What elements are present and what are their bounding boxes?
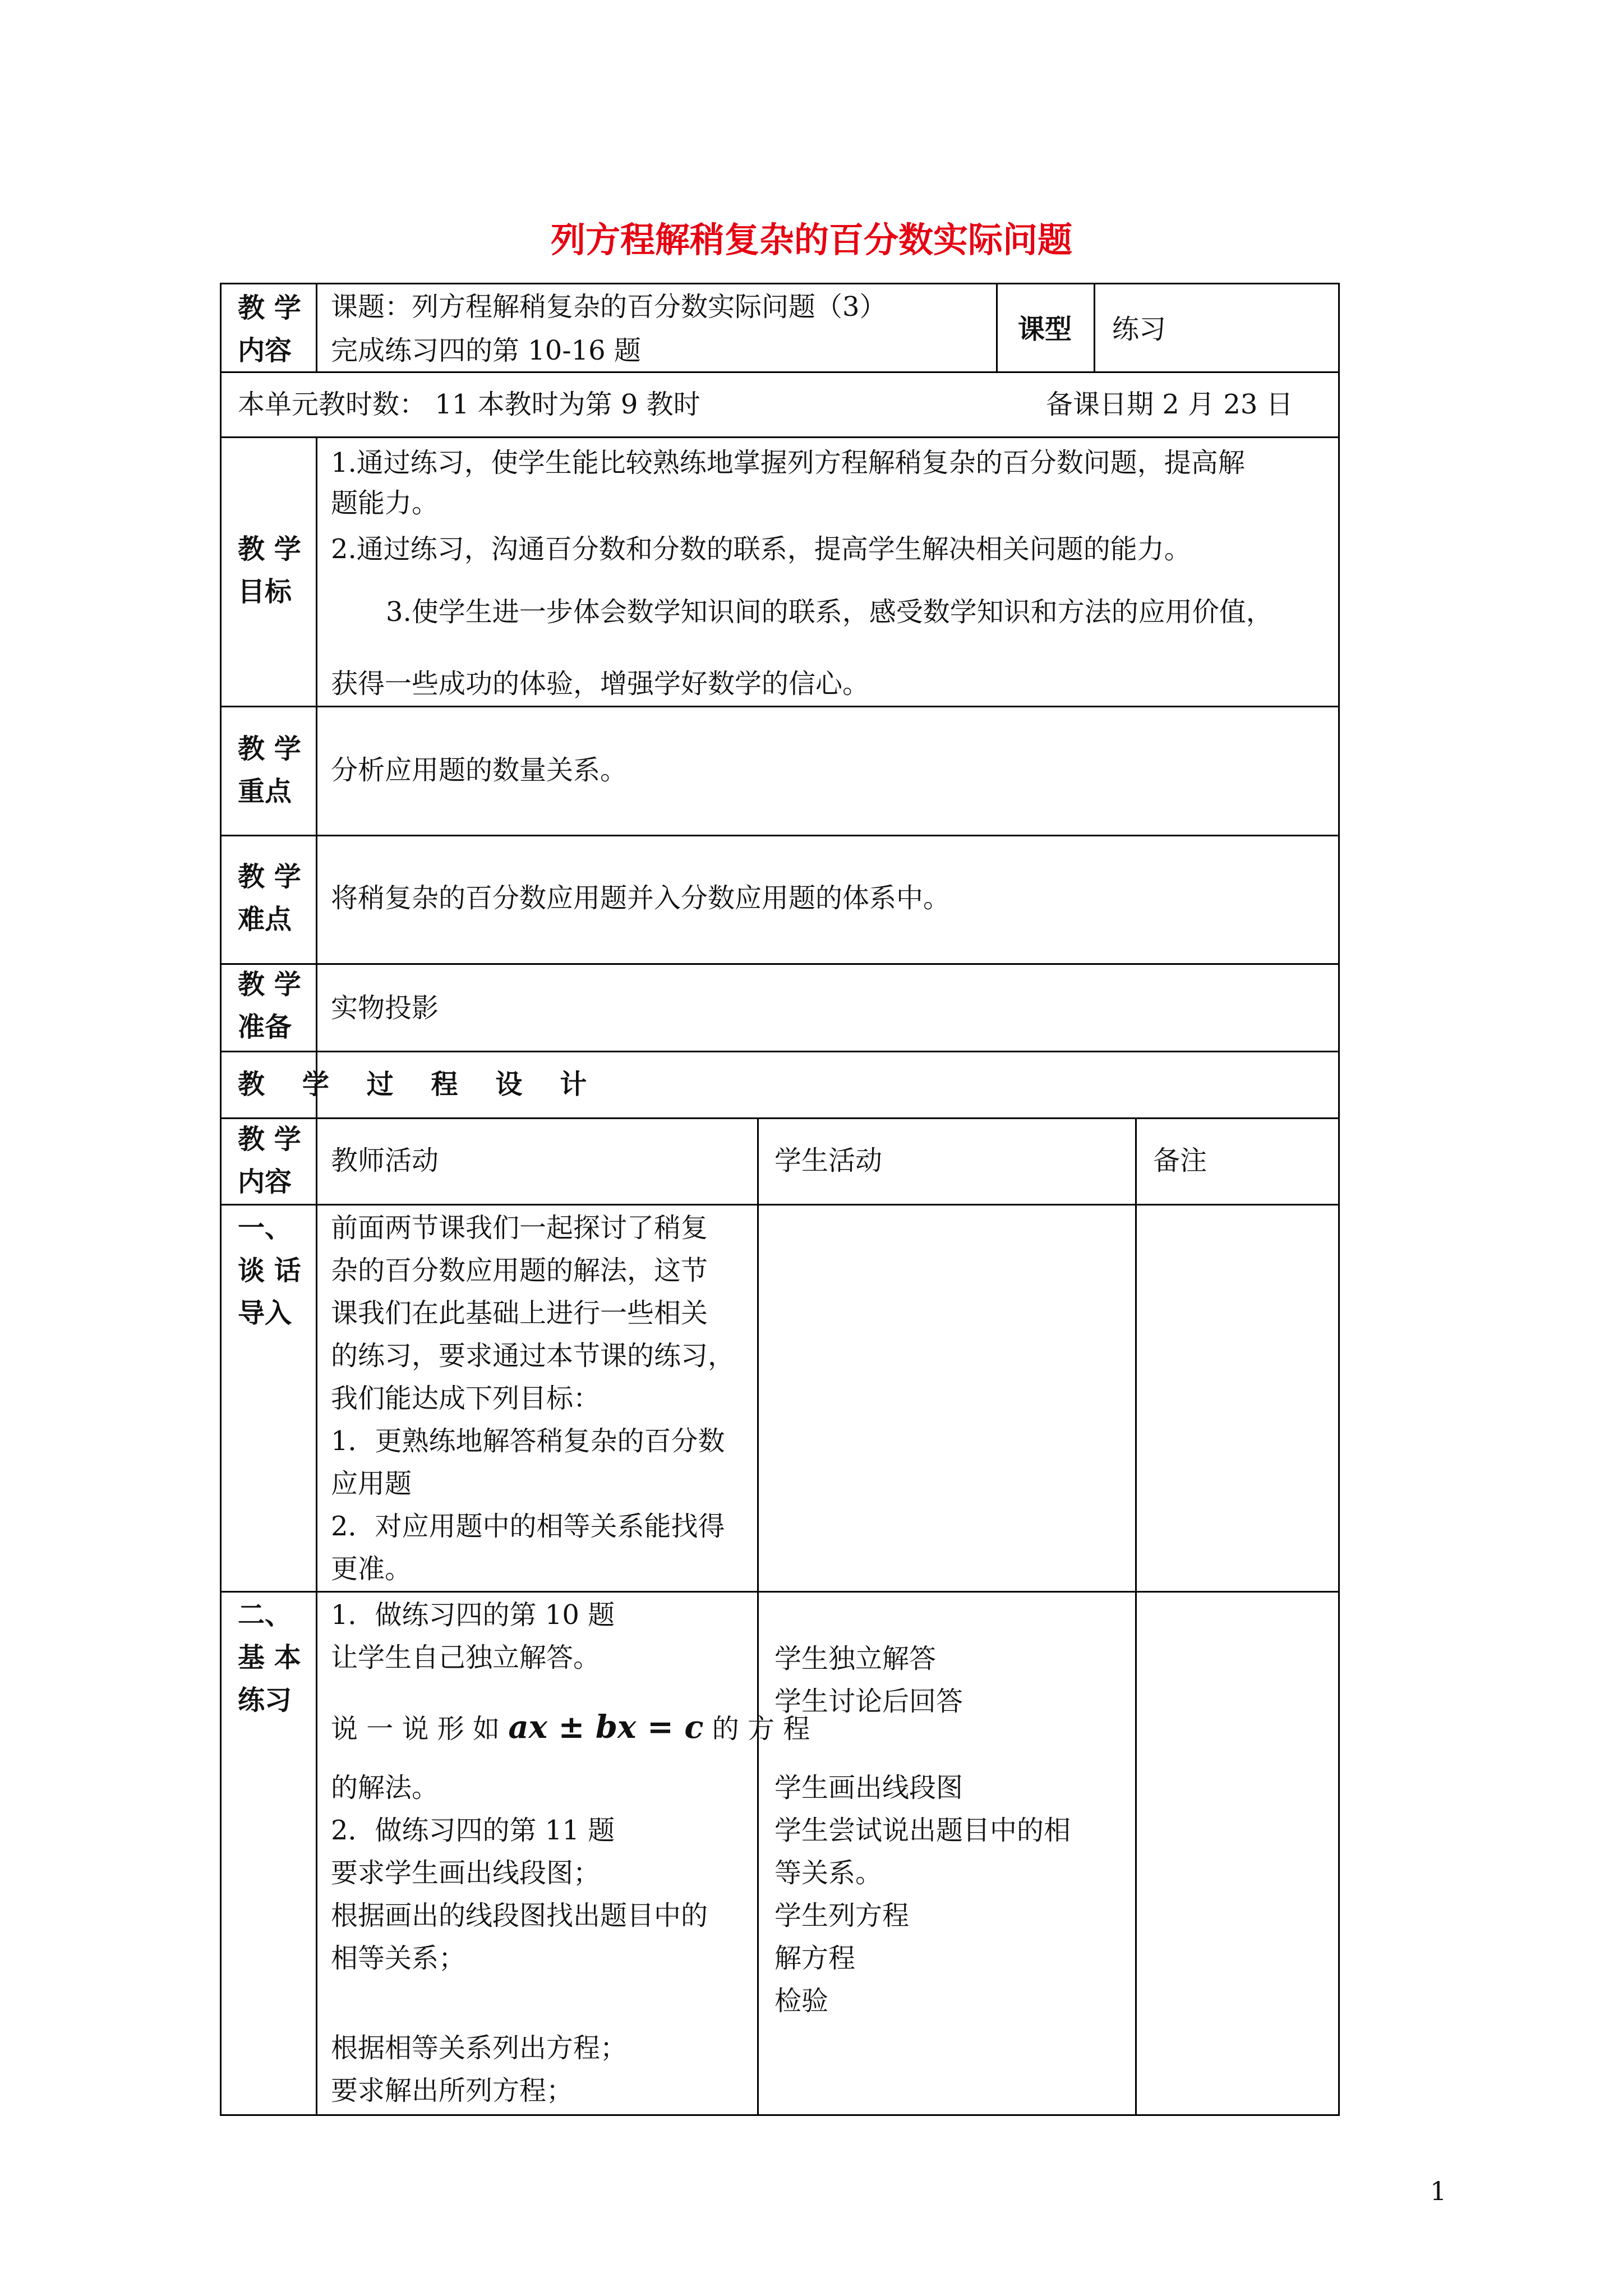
intro-line: 杂的百分数应用题的解法，这节	[331, 1255, 708, 1286]
intro-line: 我们能达成下列目标：	[331, 1383, 601, 1414]
basic-teacher-line: 2．做练习四的第 11 题	[331, 1815, 615, 1846]
basic-student-line: 学生独立解答	[774, 1643, 937, 1674]
label-prep-1: 教 学	[238, 969, 301, 1000]
label-intro-2: 谈 话	[238, 1255, 301, 1286]
col-divider	[1135, 1117, 1137, 2116]
label-prep-2: 准备	[238, 1011, 292, 1043]
label-content-2: 内容	[238, 335, 292, 366]
col-header-teacher: 教师活动	[331, 1145, 439, 1176]
unit-hours: 本单元教时数： 11 本教时为第 9 教时	[238, 389, 700, 420]
objective-2: 2.通过练习，沟通百分数和分数的联系，提高学生解决相关问题的能力。	[331, 533, 1191, 565]
basic-teacher-line: 让学生自己独立解答。	[331, 1642, 601, 1673]
col-divider	[316, 436, 317, 1117]
row-divider	[220, 1117, 1340, 1119]
intro-line: 前面两节课我们一起探讨了稍复	[331, 1212, 708, 1244]
col-divider	[757, 1117, 759, 2116]
basic-teacher-line: 根据画出的线段图找出题目中的	[331, 1900, 708, 1931]
equation-suffix: 的 方 程	[712, 1713, 810, 1745]
row-divider	[220, 1204, 1340, 1205]
basic-teacher-line: 要求解出所列方程；	[331, 2075, 574, 2106]
row-divider	[220, 963, 1340, 965]
label-intro-3: 导入	[238, 1297, 292, 1329]
page-number: 1	[1430, 2176, 1447, 2206]
row-divider	[220, 436, 1340, 438]
prep-date: 备课日期 2 月 23 日	[1046, 389, 1293, 420]
row-divider	[220, 835, 1340, 836]
key-point: 分析应用题的数量关系。	[331, 754, 628, 786]
objective-1b: 题能力。	[331, 487, 439, 519]
intro-line: 应用题	[331, 1468, 412, 1499]
page-title: 列方程解稍复杂的百分数实际问题	[550, 219, 1072, 260]
objective-3b: 获得一些成功的体验，增强学好数学的信心。	[331, 668, 870, 700]
preparation-text: 实物投影	[331, 992, 439, 1024]
label-objectives-1: 教 学	[238, 533, 301, 565]
basic-teacher-line: 相等关系；	[331, 1943, 466, 1974]
equation-line	[331, 1705, 810, 1751]
lesson-type-value: 练习	[1112, 314, 1166, 345]
task-line: 完成练习四的第 10-16 题	[331, 335, 641, 366]
col-divider	[996, 283, 998, 371]
basic-student-line: 学生讨论后回答	[774, 1686, 963, 1717]
basic-student-line: 学生画出线段图	[774, 1772, 963, 1803]
basic-student-line: 检验	[774, 1985, 829, 2017]
label-basic-2: 基 本	[238, 1642, 301, 1673]
col-divider	[1094, 283, 1095, 371]
difficulty-text: 将稍复杂的百分数应用题并入分数应用题的体系中。	[331, 882, 951, 914]
basic-student-line: 解方程	[774, 1943, 856, 1974]
intro-line: 1．更熟练地解答稍复杂的百分数	[331, 1425, 725, 1457]
basic-teacher-line: 的解法。	[331, 1772, 439, 1803]
intro-line: 更准。	[331, 1553, 412, 1585]
basic-teacher-line: 1．做练习四的第 10 题	[331, 1599, 615, 1631]
process-title: 教 学 过 程 设 计	[238, 1069, 587, 1100]
label-key-2: 重点	[238, 776, 292, 807]
basic-teacher-line: 根据相等关系列出方程；	[331, 2032, 628, 2064]
label-basic-1: 二、	[238, 1599, 292, 1631]
objective-3a: 3.使学生进一步体会数学知识间的联系，感受数学知识和方法的应用价值，	[386, 596, 1273, 628]
col-header-student: 学生活动	[774, 1145, 883, 1176]
label-basic-3: 练习	[238, 1685, 292, 1716]
label-difficulty-2: 难点	[238, 904, 292, 935]
intro-line: 2．对应用题中的相等关系能找得	[331, 1511, 725, 1542]
col-divider	[316, 283, 317, 371]
label-content2-2: 内容	[238, 1166, 292, 1198]
equation-prefix: 说 一 说 形 如	[331, 1713, 500, 1745]
col-divider	[316, 1117, 317, 2116]
col-header-note: 备注	[1153, 1145, 1207, 1176]
objective-1a: 1.通过练习，使学生能比较熟练地掌握列方程解稍复杂的百分数问题，提高解	[331, 447, 1245, 478]
basic-student-line: 学生尝试说出题目中的相	[774, 1815, 1071, 1846]
lesson-type-label: 课型	[1018, 314, 1072, 345]
basic-student-line: 等关系。	[774, 1857, 883, 1889]
intro-line: 课我们在此基础上进行一些相关	[331, 1297, 708, 1329]
equation-formula: ax ± bx = c	[508, 1709, 704, 1746]
basic-student-line: 学生列方程	[774, 1900, 910, 1931]
label-key-1: 教 学	[238, 733, 301, 765]
row-divider	[220, 1591, 1340, 1593]
intro-line: 的练习，要求通过本节课的练习，	[331, 1340, 735, 1372]
basic-teacher-line: 要求学生画出线段图；	[331, 1857, 601, 1889]
row-divider	[220, 706, 1340, 707]
label-intro-1: 一、	[238, 1212, 292, 1244]
label-content-1: 教 学	[238, 292, 301, 324]
topic-line: 课题：列方程解稍复杂的百分数实际问题（3）	[331, 291, 887, 323]
label-content2-1: 教 学	[238, 1124, 301, 1155]
label-difficulty-1: 教 学	[238, 861, 301, 892]
row-divider	[220, 1051, 1340, 1052]
label-objectives-2: 目标	[238, 576, 292, 608]
